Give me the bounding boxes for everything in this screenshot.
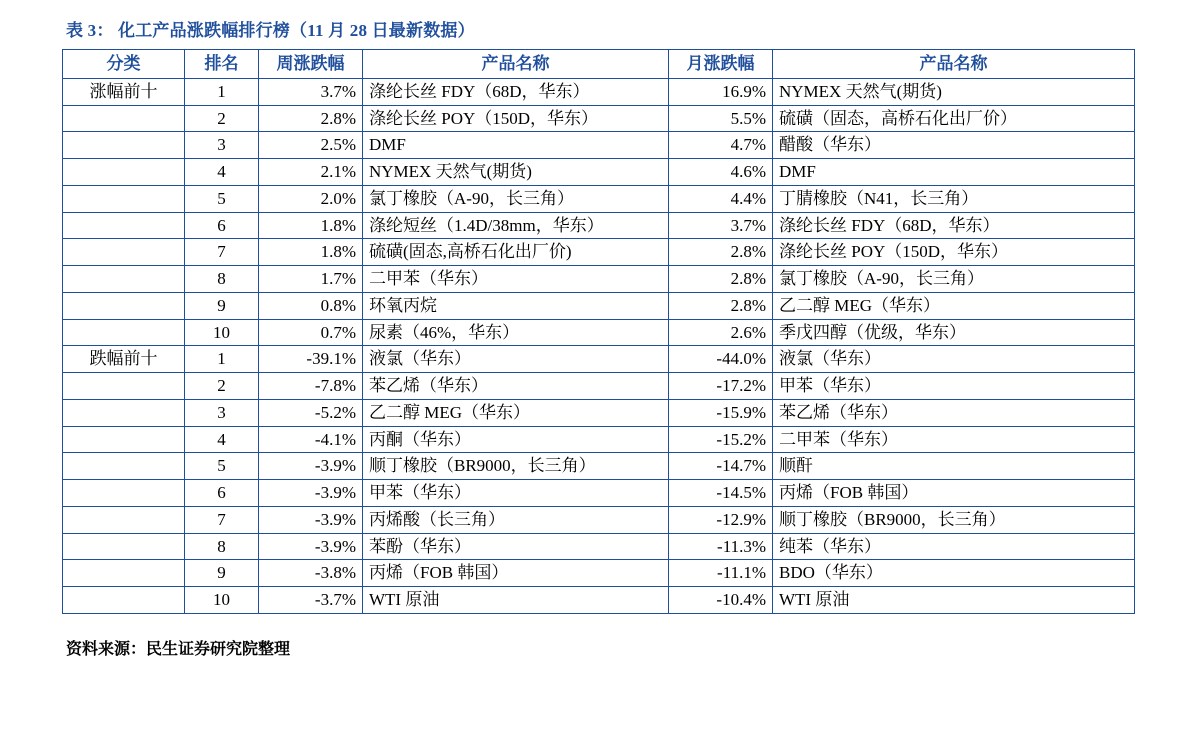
cell-weekly-change: -7.8% <box>259 373 363 400</box>
table-row <box>63 480 1135 507</box>
cell-rank: 6 <box>185 480 259 507</box>
cell-monthly-change: 4.6% <box>669 159 773 186</box>
cell-weekly-product: 硫磺(固态,高桥石化出厂价) <box>363 239 669 266</box>
table-row <box>63 560 1135 587</box>
cell-monthly-change: -10.4% <box>669 587 773 614</box>
cell-weekly-change: 1.8% <box>259 239 363 266</box>
table-row <box>63 533 1135 560</box>
table-row <box>63 453 1135 480</box>
cell-monthly-product: 液氯（华东） <box>773 346 1135 373</box>
cell-category <box>63 132 185 159</box>
cell-weekly-product: 乙二醇 MEG（华东） <box>363 399 669 426</box>
cell-rank: 5 <box>185 185 259 212</box>
cell-weekly-change: 2.1% <box>259 159 363 186</box>
cell-monthly-product: 二甲苯（华东） <box>773 426 1135 453</box>
cell-weekly-product: NYMEX 天然气(期货) <box>363 159 669 186</box>
cell-category <box>63 185 185 212</box>
cell-monthly-product: 涤纶长丝 FDY（68D，华东） <box>773 212 1135 239</box>
cell-category <box>63 480 185 507</box>
cell-weekly-change: -3.9% <box>259 453 363 480</box>
column-header-monthly-change: 月涨跌幅 <box>669 50 773 79</box>
cell-monthly-product: 氯丁橡胶（A-90，长三角） <box>773 266 1135 293</box>
cell-rank: 9 <box>185 292 259 319</box>
cell-category <box>63 239 185 266</box>
table-row <box>63 78 1135 105</box>
table-row <box>63 346 1135 373</box>
cell-monthly-product: 纯苯（华东） <box>773 533 1135 560</box>
cell-weekly-change: -3.7% <box>259 587 363 614</box>
cell-weekly-change: 3.7% <box>259 78 363 105</box>
cell-category <box>63 319 185 346</box>
cell-monthly-product: NYMEX 天然气(期货) <box>773 78 1135 105</box>
cell-monthly-product: 顺酐 <box>773 453 1135 480</box>
cell-rank: 8 <box>185 533 259 560</box>
cell-monthly-product: 季戊四醇（优级，华东） <box>773 319 1135 346</box>
cell-weekly-change: 1.7% <box>259 266 363 293</box>
cell-category <box>63 453 185 480</box>
cell-weekly-change: 2.5% <box>259 132 363 159</box>
column-header-weekly-product: 产品名称 <box>363 50 669 79</box>
cell-weekly-change: -4.1% <box>259 426 363 453</box>
cell-monthly-change: 5.5% <box>669 105 773 132</box>
cell-weekly-change: 2.8% <box>259 105 363 132</box>
cell-weekly-product: 涤纶长丝 FDY（68D，华东） <box>363 78 669 105</box>
column-header-category: 分类 <box>63 50 185 79</box>
cell-monthly-change: -14.7% <box>669 453 773 480</box>
cell-rank: 3 <box>185 399 259 426</box>
cell-weekly-product: 涤纶长丝 POY（150D，华东） <box>363 105 669 132</box>
table-title: 表 3： 化工产品涨跌幅排行榜（11 月 28 日最新数据） <box>66 21 475 40</box>
cell-monthly-change: -12.9% <box>669 506 773 533</box>
cell-weekly-change: 0.8% <box>259 292 363 319</box>
cell-weekly-product: 尿素（46%，华东） <box>363 319 669 346</box>
cell-category <box>63 159 185 186</box>
cell-monthly-change: 4.4% <box>669 185 773 212</box>
table-header-row <box>63 50 1135 79</box>
cell-weekly-product: 氯丁橡胶（A-90，长三角） <box>363 185 669 212</box>
cell-monthly-change: 16.9% <box>669 78 773 105</box>
column-header-weekly-change: 周涨跌幅 <box>259 50 363 79</box>
cell-weekly-change: -3.9% <box>259 506 363 533</box>
cell-weekly-product: WTI 原油 <box>363 587 669 614</box>
cell-weekly-change: 1.8% <box>259 212 363 239</box>
cell-rank: 6 <box>185 212 259 239</box>
cell-monthly-change: 2.8% <box>669 239 773 266</box>
cell-weekly-product: 丙烯（FOB 韩国） <box>363 560 669 587</box>
cell-weekly-product: 环氧丙烷 <box>363 292 669 319</box>
table-row <box>63 105 1135 132</box>
cell-monthly-product: 乙二醇 MEG（华东） <box>773 292 1135 319</box>
cell-monthly-product: 苯乙烯（华东） <box>773 399 1135 426</box>
cell-monthly-change: 3.7% <box>669 212 773 239</box>
table-row <box>63 266 1135 293</box>
cell-monthly-change: -11.1% <box>669 560 773 587</box>
cell-category: 涨幅前十 <box>63 78 185 105</box>
cell-monthly-product: 丙烯（FOB 韩国） <box>773 480 1135 507</box>
cell-category <box>63 533 185 560</box>
cell-category <box>63 212 185 239</box>
table-row <box>63 212 1135 239</box>
cell-category: 跌幅前十 <box>63 346 185 373</box>
cell-weekly-product: 丙烯酸（长三角） <box>363 506 669 533</box>
cell-category <box>63 560 185 587</box>
column-header-rank: 排名 <box>185 50 259 79</box>
cell-category <box>63 426 185 453</box>
cell-weekly-product: DMF <box>363 132 669 159</box>
cell-weekly-product: 顺丁橡胶（BR9000，长三角） <box>363 453 669 480</box>
cell-monthly-change: 2.8% <box>669 266 773 293</box>
cell-rank: 2 <box>185 373 259 400</box>
table-header <box>63 50 1135 79</box>
cell-weekly-change: 0.7% <box>259 319 363 346</box>
cell-monthly-change: -15.2% <box>669 426 773 453</box>
cell-monthly-change: -14.5% <box>669 480 773 507</box>
cell-rank: 3 <box>185 132 259 159</box>
table-row <box>63 399 1135 426</box>
cell-weekly-change: -5.2% <box>259 399 363 426</box>
cell-weekly-product: 涤纶短丝（1.4D/38mm，华东） <box>363 212 669 239</box>
cell-rank: 7 <box>185 506 259 533</box>
cell-monthly-change: 2.6% <box>669 319 773 346</box>
cell-monthly-product: 甲苯（华东） <box>773 373 1135 400</box>
table-row <box>63 292 1135 319</box>
cell-monthly-change: -17.2% <box>669 373 773 400</box>
cell-category <box>63 587 185 614</box>
cell-category <box>63 506 185 533</box>
cell-monthly-product: 醋酸（华东） <box>773 132 1135 159</box>
cell-rank: 2 <box>185 105 259 132</box>
cell-rank: 5 <box>185 453 259 480</box>
cell-monthly-change: -15.9% <box>669 399 773 426</box>
cell-weekly-change: -3.9% <box>259 533 363 560</box>
cell-monthly-product: BDO（华东） <box>773 560 1135 587</box>
source-note: 资料来源：民生证券研究院整理 <box>66 640 291 658</box>
table-row <box>63 185 1135 212</box>
table-row <box>63 132 1135 159</box>
cell-rank: 8 <box>185 266 259 293</box>
cell-weekly-change: -3.9% <box>259 480 363 507</box>
cell-monthly-product: 涤纶长丝 POY（150D，华东） <box>773 239 1135 266</box>
cell-monthly-product: DMF <box>773 159 1135 186</box>
column-header-monthly-product: 产品名称 <box>773 50 1135 79</box>
cell-rank: 1 <box>185 78 259 105</box>
cell-monthly-product: 顺丁橡胶（BR9000，长三角） <box>773 506 1135 533</box>
cell-rank: 7 <box>185 239 259 266</box>
cell-rank: 9 <box>185 560 259 587</box>
cell-rank: 10 <box>185 587 259 614</box>
cell-monthly-product: 硫磺（固态，高桥石化出厂价） <box>773 105 1135 132</box>
table-row <box>63 587 1135 614</box>
cell-category <box>63 292 185 319</box>
cell-weekly-change: -39.1% <box>259 346 363 373</box>
cell-category <box>63 105 185 132</box>
cell-monthly-product: 丁腈橡胶（N41，长三角） <box>773 185 1135 212</box>
ranking-table <box>62 49 1135 614</box>
cell-monthly-change: 4.7% <box>669 132 773 159</box>
cell-category <box>63 266 185 293</box>
cell-monthly-change: -11.3% <box>669 533 773 560</box>
cell-category <box>63 399 185 426</box>
cell-weekly-product: 液氯（华东） <box>363 346 669 373</box>
table-row <box>63 239 1135 266</box>
table-row <box>63 319 1135 346</box>
cell-monthly-product: WTI 原油 <box>773 587 1135 614</box>
cell-rank: 10 <box>185 319 259 346</box>
cell-monthly-change: -44.0% <box>669 346 773 373</box>
table-body <box>63 78 1135 613</box>
cell-weekly-product: 丙酮（华东） <box>363 426 669 453</box>
cell-weekly-change: 2.0% <box>259 185 363 212</box>
cell-weekly-change: -3.8% <box>259 560 363 587</box>
cell-monthly-change: 2.8% <box>669 292 773 319</box>
table-row <box>63 373 1135 400</box>
cell-rank: 4 <box>185 426 259 453</box>
table-row <box>63 159 1135 186</box>
cell-weekly-product: 苯酚（华东） <box>363 533 669 560</box>
cell-rank: 1 <box>185 346 259 373</box>
cell-weekly-product: 甲苯（华东） <box>363 480 669 507</box>
cell-category <box>63 373 185 400</box>
table-row <box>63 426 1135 453</box>
cell-weekly-product: 苯乙烯（华东） <box>363 373 669 400</box>
table-row <box>63 506 1135 533</box>
cell-weekly-product: 二甲苯（华东） <box>363 266 669 293</box>
cell-rank: 4 <box>185 159 259 186</box>
